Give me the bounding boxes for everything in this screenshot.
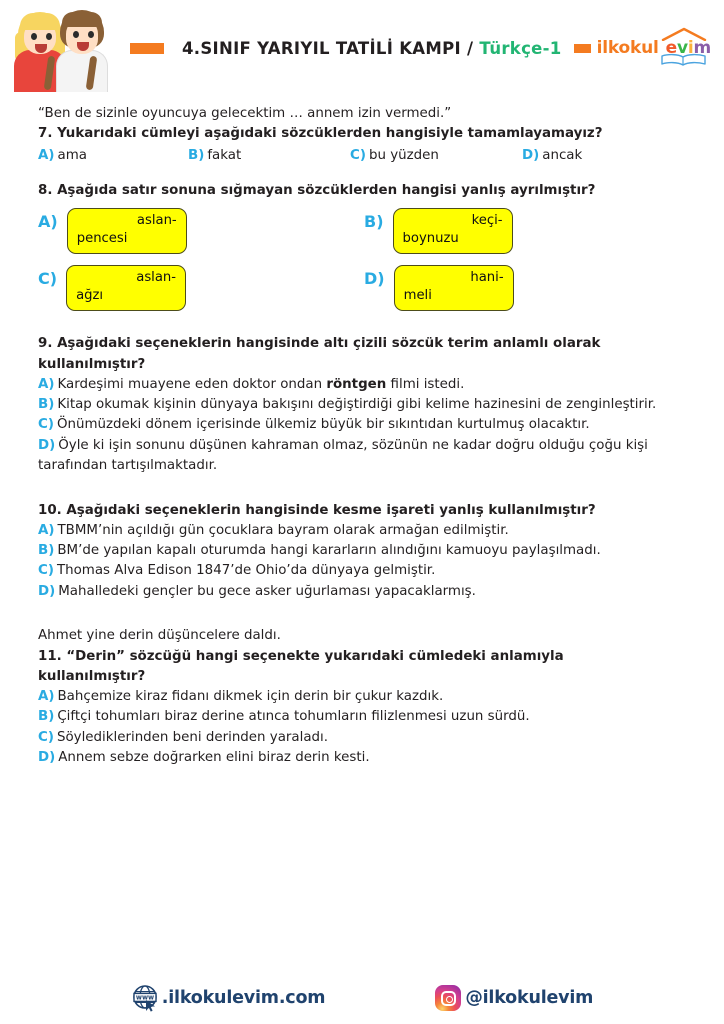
question-10-option-c[interactable] — [38, 561, 690, 581]
option-letter: C) — [38, 563, 54, 579]
question-9-prompt-line-1: 9. Aşağıdaki seçeneklerin hangisinde altı çizili sözcük terim anlamlı olarak — [38, 336, 601, 352]
question-10 — [38, 501, 690, 603]
boy-shirt-icon — [56, 50, 108, 92]
question-11-lead: Ahmet yine derin düşüncelere daldı. — [38, 628, 281, 644]
option-letter: A) — [38, 376, 55, 392]
option-letter: B) — [38, 543, 55, 559]
word-box-line-1: aslan- — [136, 270, 177, 286]
option-text: Bahçemize kiraz fidanı dikmek için derin bir çukur kazdık. — [57, 688, 444, 704]
word-box — [66, 265, 186, 311]
question-11-prompt-line-2: kullanılmıştır? — [38, 668, 146, 684]
logo-dash-icon — [574, 44, 591, 53]
question-11-prompt-line-1: 11. “Derin” sözcüğü hangi seçenekte yukarıdaki cümledeki anlamıyla — [38, 648, 564, 664]
word-box — [67, 208, 187, 254]
logo-letter-m: m — [693, 38, 711, 58]
word-box-line-2: ağzı — [76, 288, 104, 304]
spacer — [38, 477, 690, 501]
option-text: Öyle ki işin sonunu düşünen kahraman olmaz, sözünün ne kadar doğru olduğu çoğu kişi tarafından tartışılmaktadır. — [38, 437, 648, 474]
brand-logo — [574, 38, 714, 58]
question-11-option-c[interactable] — [38, 728, 690, 748]
option-letter: B) — [38, 397, 55, 413]
word-box-line-2: meli — [403, 288, 432, 304]
word-box-line-1: keçi- — [471, 212, 503, 228]
option-letter: B) — [38, 709, 55, 725]
svg-text:www: www — [135, 993, 154, 1002]
question-10-prompt: 10. Aşağıdaki seçeneklerin hangisinde kesme işareti yanlış kullanılmıştır? — [38, 502, 596, 518]
header-dash-icon — [130, 43, 164, 54]
word-box — [394, 265, 514, 311]
website-text: .ilkokulevim.com — [161, 988, 326, 1008]
question-8-option-c[interactable] — [38, 265, 364, 311]
word-box-line-2: boynuzu — [402, 230, 459, 246]
option-letter: C) — [38, 417, 54, 433]
girl-eye-right-icon — [46, 33, 52, 40]
option-text: bu yüzden — [368, 148, 439, 164]
word-box-line-2: pencesi — [76, 230, 128, 246]
option-text: Thomas Alva Edison 1847’de Ohio’da dünyaya gelmiştir. — [56, 563, 436, 579]
option-text: fakat — [207, 148, 242, 164]
globe-icon — [131, 983, 161, 1013]
option-letter: A) — [38, 688, 55, 704]
question-7-option-c[interactable] — [350, 148, 522, 163]
question-7-options — [38, 148, 690, 163]
question-8-option-d[interactable] — [364, 265, 690, 311]
question-8 — [38, 181, 690, 311]
students-illustration — [8, 4, 112, 92]
option-highlight-word: röntgen — [326, 376, 387, 392]
option-text: Mahalledeki gençler bu gece asker uğurlaması yapacaklarmış. — [58, 583, 476, 599]
question-7-option-a[interactable] — [38, 148, 188, 163]
logo-brand-text: ilkokul — [596, 38, 659, 58]
question-10-option-d[interactable] — [38, 582, 690, 602]
girl-bangs-icon — [20, 13, 60, 30]
page-header — [0, 0, 724, 96]
question-7 — [38, 104, 690, 163]
option-text: TBMM’nin açıldığı gün çocuklara bayram olarak armağan edilmiştir. — [57, 522, 509, 538]
instagram-icon — [435, 985, 461, 1011]
question-7-option-d[interactable] — [522, 148, 582, 163]
question-7-lead: “Ben de sizinle oyuncuya gelecektim … annem izin vermedi.” — [38, 106, 452, 121]
option-text: Annem sebze doğrarken elini biraz derin kesti. — [58, 749, 370, 765]
boy-eye-left-icon — [73, 31, 79, 38]
logo-letter-v: v — [676, 38, 688, 58]
question-8-options — [38, 208, 690, 312]
logo-evim-group — [663, 38, 714, 58]
option-letter: C) — [38, 269, 58, 289]
instagram-link[interactable] — [435, 985, 593, 1011]
page-title-main: 4.SINIF YARIYIL TATİLİ KAMPI / — [182, 38, 480, 58]
question-11-option-a[interactable] — [38, 687, 690, 707]
option-text: BM’de yapılan kapalı oturumda hangi kararların alındığını kamuoyu paylaşılmadı. — [57, 543, 601, 559]
question-10-option-a[interactable] — [38, 521, 690, 541]
instagram-handle: @ilkokulevim — [465, 988, 594, 1008]
question-8-option-row-1 — [38, 208, 690, 254]
option-letter: D) — [522, 148, 540, 164]
option-letter: C) — [38, 729, 54, 745]
option-letter: C) — [350, 148, 366, 164]
spacer — [38, 602, 690, 626]
spacer — [38, 163, 690, 181]
option-letter: D) — [38, 437, 56, 453]
boy-bangs-icon — [62, 12, 102, 27]
option-letter: D) — [38, 583, 56, 599]
page-title — [182, 39, 562, 58]
question-11-option-d[interactable] — [38, 748, 690, 768]
option-text: ama — [57, 148, 87, 164]
option-text: Çiftçi tohumları biraz derine atınca tohumların filizlenmesi uzun sürdü. — [57, 709, 530, 725]
question-10-option-b[interactable] — [38, 541, 690, 561]
question-8-option-row-2 — [38, 265, 690, 311]
option-text: Kitap okumak kişinin dünyaya bakışını değiştirdiği gibi kelime hazinesini de zenginleştirir. — [57, 397, 657, 413]
question-9 — [38, 334, 690, 476]
question-9-option-b[interactable] — [38, 395, 690, 415]
page-title-subject: Türkçe-1 — [479, 38, 562, 58]
option-text-post: filmi istedi. — [386, 376, 465, 392]
option-text: Söylediklerinden beni derinden yaraladı. — [56, 729, 329, 745]
question-8-option-b[interactable] — [364, 208, 690, 254]
question-11 — [38, 626, 690, 768]
question-7-option-b[interactable] — [188, 148, 350, 163]
question-9-option-d[interactable] — [38, 436, 690, 477]
question-11-option-b[interactable] — [38, 707, 690, 727]
question-9-option-a[interactable] — [38, 375, 690, 395]
option-letter: D) — [364, 269, 385, 289]
page-footer — [0, 972, 724, 1024]
option-letter: A) — [38, 148, 55, 164]
website-link[interactable] — [131, 983, 326, 1013]
option-text: Önümüzdeki dönem içerisinde ülkemiz büyük bir sıkıntıdan kurtulmuş olacaktır. — [56, 417, 590, 433]
option-letter: A) — [38, 211, 58, 231]
option-text-pre: Kardeşimi muayene eden doktor ondan — [57, 376, 327, 392]
question-8-option-a[interactable] — [38, 208, 364, 254]
word-box-line-1: hani- — [470, 270, 504, 286]
option-letter: B) — [364, 211, 384, 231]
boy-eye-right-icon — [88, 31, 94, 38]
option-text: ancak — [542, 148, 583, 164]
logo-letter-e: e — [665, 38, 677, 58]
worksheet-body — [38, 104, 690, 768]
word-box-line-1: aslan- — [136, 212, 177, 228]
word-box — [393, 208, 513, 254]
logo-evim-text — [666, 38, 711, 58]
girl-eye-left-icon — [31, 33, 37, 40]
option-letter: B) — [188, 148, 205, 164]
spacer — [38, 322, 690, 334]
question-7-prompt: 7. Yukarıdaki cümleyi aşağıdaki sözcüklerden hangisiyle tamamlayamayız? — [38, 126, 603, 142]
question-9-prompt-line-2: kullanılmıştır? — [38, 356, 146, 372]
question-8-prompt: 8. Aşağıda satır sonuna sığmayan sözcüklerden hangisi yanlış ayrılmıştır? — [38, 183, 596, 199]
logo-letter-i: i — [687, 38, 694, 58]
option-letter: A) — [38, 522, 55, 538]
option-letter: D) — [38, 749, 56, 765]
question-9-option-c[interactable] — [38, 415, 690, 435]
